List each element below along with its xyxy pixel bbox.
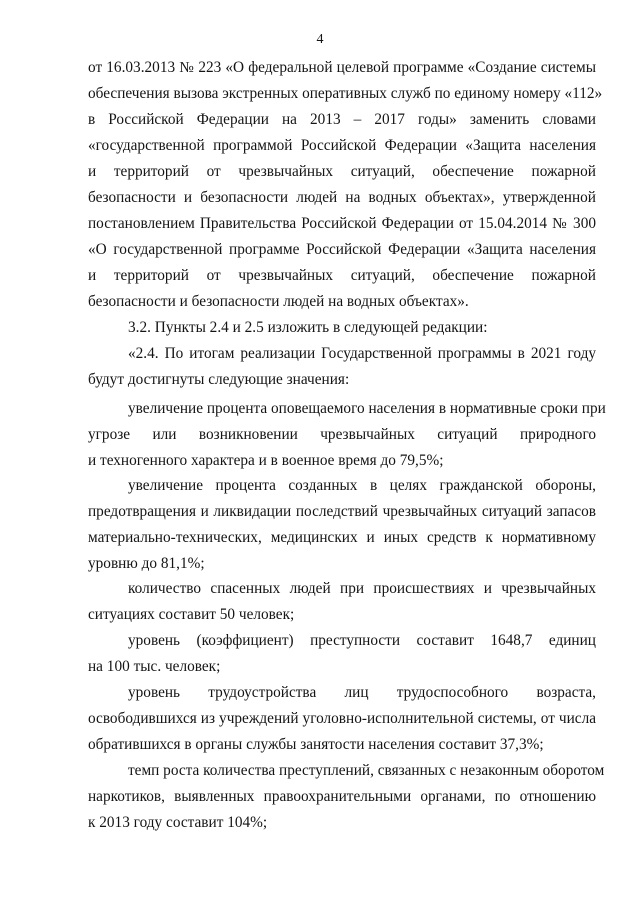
text-line: освободившихся из учреждений уголовно-исполнительной системы, от числа [88, 710, 596, 727]
text-line: и техногенного характера и в военное время до 79,5%; [88, 452, 444, 469]
text-line: «О государственной программе Российской Федерации «Защита населения [88, 241, 596, 258]
text-line: предотвращения и ликвидации последствий чрезвычайных ситуаций запасов [88, 503, 596, 520]
text-line: постановлением Правительства Российской Федерации от 15.04.2014 № 300 [88, 215, 596, 232]
text-line: будут достигнуты следующие значения: [88, 371, 350, 388]
text-line: увеличение процента созданных в целях гражданской обороны, [128, 477, 596, 494]
text-line: в Российской Федерации на 2013 – 2017 годы» заменить словами [88, 111, 596, 128]
text-line: угрозе или возникновении чрезвычайных ситуаций природного [88, 426, 596, 443]
text-line: уровень трудоустройства лиц трудоспособного возраста, [128, 684, 596, 701]
paragraph-heading: 3.2. Пункты 2.4 и 2.5 изложить в следующей редакции: [128, 319, 488, 336]
text-line: обеспечения вызова экстренных оперативных служб по единому номеру «112» [88, 85, 603, 102]
text-line: уровню до 81,1%; [88, 555, 205, 572]
page-number: 4 [316, 32, 324, 47]
text-line: «2.4. По итогам реализации Государственной программы в 2021 году [128, 345, 596, 362]
text-line: безопасности и безопасности людей на водных объектах». [88, 293, 469, 310]
text-line: увеличение процента оповещаемого населения в нормативные сроки при [128, 400, 606, 417]
text-line: «государственной программой Российской Федерации «Защита населения [88, 137, 596, 154]
text-line: безопасности и безопасности людей на водных объектах», утвержденной [88, 189, 596, 206]
text-line: наркотиков, выявленных правоохранительными органами, по отношению [88, 788, 596, 805]
text-line: материально-технических, медицинских и иных средств к нормативному [88, 529, 596, 546]
text-line: и территорий от чрезвычайных ситуаций, обеспечение пожарной [88, 163, 596, 180]
text-line: к 2013 году составит 104%; [88, 814, 268, 831]
text-line: темп роста количества преступлений, связанных с незаконным оборотом [128, 762, 605, 779]
text-line: ситуациях составит 50 человек; [88, 606, 295, 623]
text-line: от 16.03.2013 № 223 «О федеральной целевой программе «Создание системы [88, 59, 596, 76]
text-line: и территорий от чрезвычайных ситуаций, обеспечение пожарной [88, 267, 596, 284]
text-line: количество спасенных людей при происшествиях и чрезвычайных [128, 580, 596, 597]
text-line: обратившихся в органы службы занятости населения составит 37,3%; [88, 736, 544, 753]
text-line: уровень (коэффициент) преступности составит 1648,7 единиц [128, 632, 596, 649]
text-line: на 100 тыс. человек; [88, 658, 221, 675]
